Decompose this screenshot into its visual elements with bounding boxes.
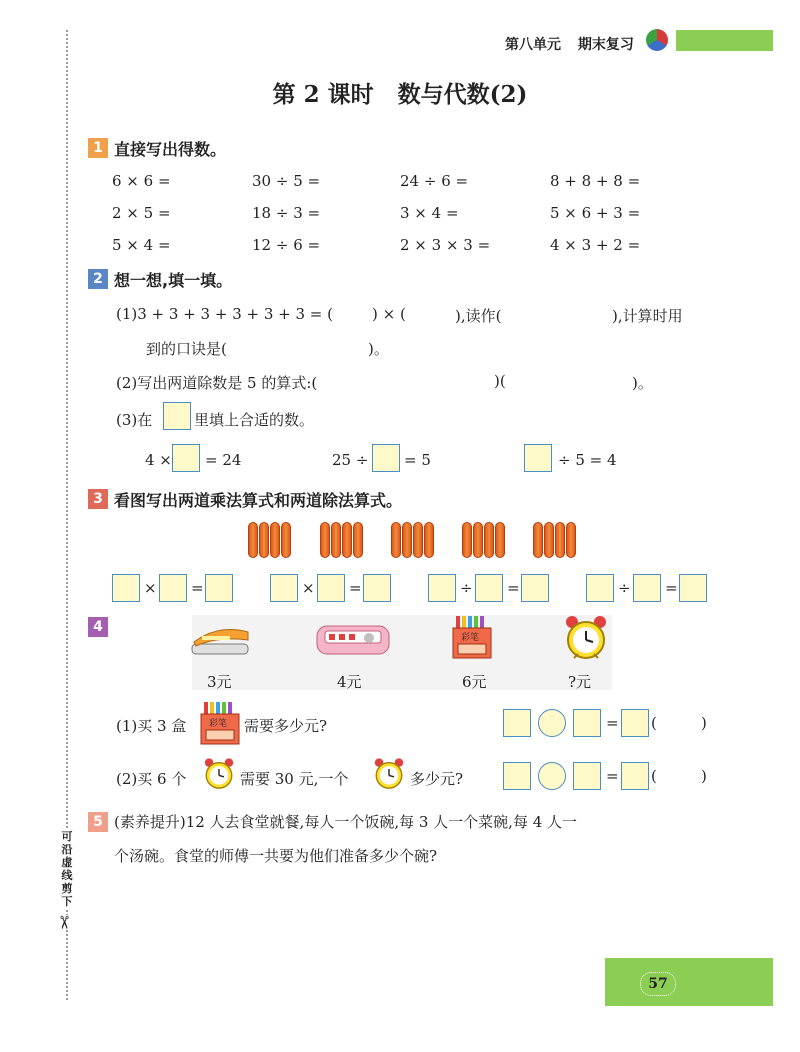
q1-item: 5 × 4 =: [112, 236, 171, 254]
operator: ÷: [618, 579, 631, 597]
page-title: 第 2 课时 数与代数(2): [272, 81, 528, 108]
sample-answer-box: [163, 402, 191, 430]
q1-item: 8 + 8 + 8 =: [550, 172, 641, 190]
crayon-label: 彩笔: [209, 719, 228, 729]
q1-item: 3 × 4 =: [400, 204, 459, 222]
unit-label: 第八单元: [505, 37, 561, 53]
q1-item: 2 × 5 =: [112, 204, 171, 222]
operator: ÷: [460, 579, 473, 597]
unit-paren-left: (: [651, 767, 657, 785]
q5-line-1: (素养提升)12 人去食堂就餐,每人一个饭碗,每 3 人一个菜碗,每 4 人一: [114, 813, 578, 831]
sausage-icon: [402, 522, 412, 558]
q2-p2-a: (2)写出两道除数是 5 的算式:(: [116, 374, 318, 392]
sausage-icon: [484, 522, 494, 558]
sausage-icon: [424, 522, 434, 558]
q2-p3-a: (3)在: [116, 411, 153, 429]
unit-paren-right: ): [701, 714, 707, 732]
unit-paren-right: ): [701, 767, 707, 785]
page-number: 57: [640, 972, 676, 996]
q2-eq1-b: = 24: [205, 451, 242, 469]
equals-sign: =: [606, 767, 619, 785]
answer-box[interactable]: [159, 574, 187, 602]
q5-line-2: 个汤碗。食堂的师傅一共要为他们准备多少个碗?: [114, 847, 438, 865]
q1-item: 5 × 6 + 3 =: [550, 204, 641, 222]
answer-box[interactable]: [503, 762, 531, 790]
question-number-5: 5: [88, 812, 108, 832]
tri-color-ball-icon: [646, 29, 668, 51]
q4-p2-a: (2)买 6 个: [116, 770, 187, 788]
q2-eq2-a: 25 ÷: [332, 451, 369, 469]
answer-box[interactable]: [573, 709, 601, 737]
stapler-icon: [188, 618, 252, 658]
q2-p2-c: )。: [632, 374, 653, 392]
answer-box[interactable]: [573, 762, 601, 790]
q1-title: 直接写出得数。: [114, 140, 227, 159]
section-label: 期末复习: [577, 37, 634, 53]
question-number-4: 4: [88, 617, 108, 637]
q2-p1-c: ),读作(: [455, 307, 502, 325]
q4-p1-a: (1)买 3 盒: [116, 717, 187, 735]
operator: ×: [302, 579, 315, 597]
answer-box[interactable]: [621, 709, 649, 737]
q4-p2-c: 多少元?: [410, 770, 464, 788]
answer-box[interactable]: [317, 574, 345, 602]
answer-box[interactable]: [679, 574, 707, 602]
q3-title: 看图写出两道乘法算式和两道除法算式。: [114, 491, 403, 510]
items-panel: [192, 615, 612, 690]
crayon-label: 彩笔: [461, 633, 480, 643]
q2-p3-b: 里填上合适的数。: [194, 411, 315, 429]
answer-box[interactable]: [270, 574, 298, 602]
sausage-icon: [270, 522, 280, 558]
q2-p1-a: (1)3 + 3 + 3 + 3 + 3 + 3 = (: [116, 305, 333, 323]
answer-box[interactable]: [363, 574, 391, 602]
answer-box[interactable]: [633, 574, 661, 602]
sausage-icon: [566, 522, 576, 558]
q2-p1-d: ),计算时用: [612, 307, 683, 325]
sausage-icon: [331, 522, 341, 558]
sausage-icon: [248, 522, 258, 558]
q1-item: 30 ÷ 5 =: [252, 172, 321, 190]
q4-p1-b: 需要多少元?: [244, 717, 328, 735]
sausage-icon: [259, 522, 269, 558]
sausage-icon: [544, 522, 554, 558]
operator-circle[interactable]: [538, 709, 566, 737]
answer-box[interactable]: [524, 444, 552, 472]
q1-item: 24 ÷ 6 =: [400, 172, 469, 190]
question-number-2: 2: [88, 269, 108, 289]
equals-sign: =: [191, 579, 204, 597]
sausage-icon: [281, 522, 291, 558]
q1-item: 4 × 3 + 2 =: [550, 236, 641, 254]
answer-box[interactable]: [428, 574, 456, 602]
question-number-1: 1: [88, 138, 108, 158]
operator-circle[interactable]: [538, 762, 566, 790]
answer-box[interactable]: [586, 574, 614, 602]
q2-eq1-a: 4 ×: [145, 451, 172, 469]
alarm-clock-icon: [202, 756, 236, 792]
answer-box[interactable]: [503, 709, 531, 737]
pencil-case-icon: [315, 622, 391, 658]
scissors-icon: ✂: [53, 914, 75, 931]
sausage-icon: [320, 522, 330, 558]
q1-item: 6 × 6 =: [112, 172, 171, 190]
sausage-icon: [555, 522, 565, 558]
answer-box[interactable]: [475, 574, 503, 602]
equals-sign: =: [606, 714, 619, 732]
sausage-icon: [413, 522, 423, 558]
q2-p2-b: )(: [494, 372, 506, 390]
question-number-3: 3: [88, 489, 108, 509]
q1-item: 12 ÷ 6 =: [252, 236, 321, 254]
q1-item: 18 ÷ 3 =: [252, 204, 321, 222]
answer-box[interactable]: [205, 574, 233, 602]
equals-sign: =: [349, 579, 362, 597]
q2-title: 想一想,填一填。: [114, 271, 233, 290]
sausage-icon: [353, 522, 363, 558]
q2-p1-e: 到的口诀是(: [146, 340, 227, 358]
sausage-icon: [462, 522, 472, 558]
q2-p1-b: ) × (: [372, 305, 406, 323]
sausage-icon: [391, 522, 401, 558]
q2-p1-f: )。: [368, 340, 389, 358]
equals-sign: =: [665, 579, 678, 597]
answer-box[interactable]: [112, 574, 140, 602]
alarm-clock-icon: [372, 756, 406, 792]
footer-bar: [605, 958, 773, 1006]
header: [505, 34, 634, 54]
alarm-clock-icon: [562, 614, 610, 662]
answer-box[interactable]: [621, 762, 649, 790]
q2-eq3-b: ÷ 5 = 4: [558, 451, 617, 469]
price-stapler: 3元: [207, 673, 232, 691]
answer-box[interactable]: [172, 444, 200, 472]
header-bar: [676, 30, 773, 51]
unit-paren-left: (: [651, 714, 657, 732]
equals-sign: =: [507, 579, 520, 597]
price-crayons: 6元: [462, 673, 487, 691]
answer-box[interactable]: [521, 574, 549, 602]
cut-hint: 可 沿 虚 线 剪 下: [58, 830, 76, 908]
sausage-icon: [495, 522, 505, 558]
q1-item: 2 × 3 × 3 =: [400, 236, 491, 254]
sausage-icon: [473, 522, 483, 558]
q4-p2-b: 需要 30 元,一个: [240, 770, 349, 788]
price-pencil-case: 4元: [337, 673, 362, 691]
operator: ×: [144, 579, 157, 597]
price-clock: ?元: [568, 673, 592, 691]
sausage-icon: [342, 522, 352, 558]
answer-box[interactable]: [372, 444, 400, 472]
q2-eq2-b: = 5: [404, 451, 431, 469]
sausage-icon: [533, 522, 543, 558]
